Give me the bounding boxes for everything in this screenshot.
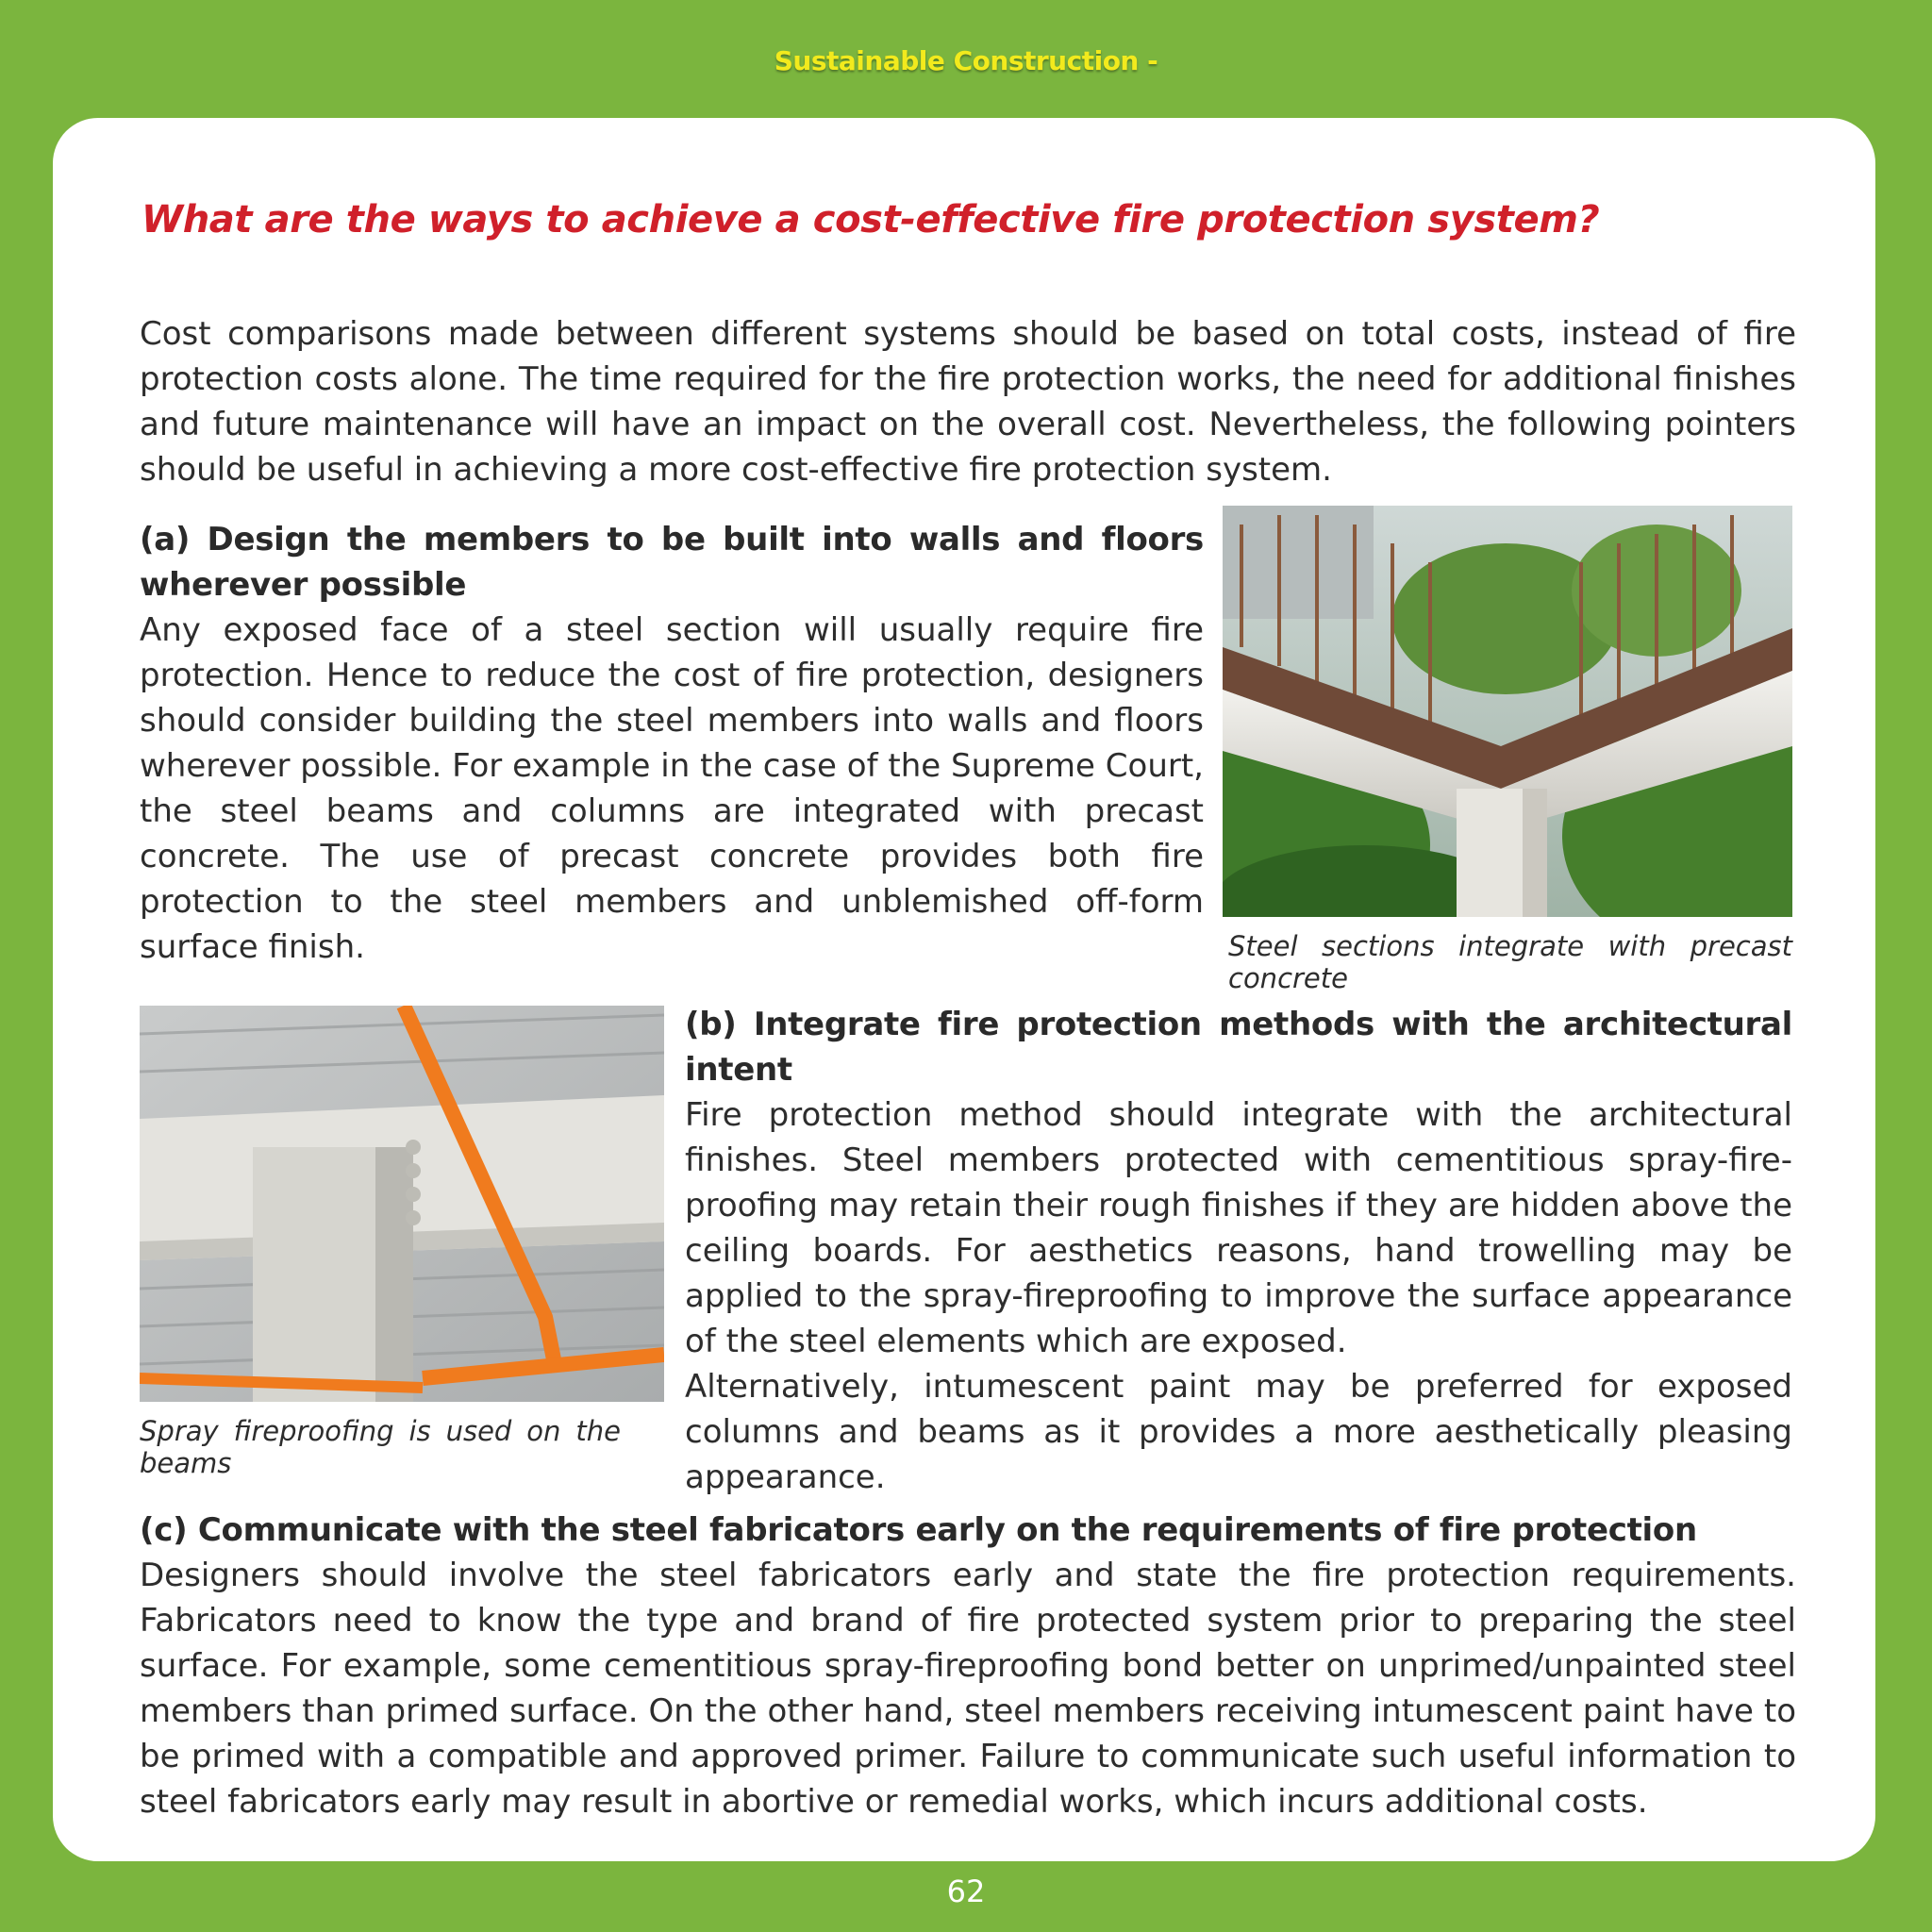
precast-concrete-illustration bbox=[1223, 506, 1792, 917]
section-b-heading: (b) Integrate fire protection methods with the architectural intent bbox=[685, 1006, 1792, 1089]
section-b-body: Fire protection method should integrate with the architectural finishes. Steel members protected with cementitious spray-fire-proofing may retain their rough finishes if they are hidden above the ceiling boards. For aesthetics reasons, hand trowelling may be applied to the spray-fireproofing to improve the surface appearance of the steel elements which are exposed. bbox=[685, 1096, 1792, 1360]
figure-2-caption: Spray fireproofing is used on the beams bbox=[140, 1415, 621, 1479]
section-a bbox=[140, 517, 1204, 970]
section-b-alternative: Alternatively, intumescent paint may be preferred for exposed columns and beams as it provides a more aesthetically pleasing appearance. bbox=[685, 1368, 1792, 1496]
running-header: Sustainable Construction - bbox=[774, 45, 1158, 76]
section-b bbox=[685, 1002, 1792, 1364]
section-c-body: Designers should involve the steel fabricators early and state the fire protection requirements. Fabricators need to know the type and brand of fire protected system prior to preparing the steel surface. For example, some cementitious spray-fireproofing bond better on unprimed/unpainted steel members than primed surface. On the other hand, steel members receiving intumescent paint have to be primed with a compatible and approved primer. Failure to communicate such useful information to steel fabricators early may result in abortive or remedial works, which incurs additional costs. bbox=[140, 1557, 1796, 1821]
intro-paragraph: Cost comparisons made between different systems should be based on total costs, instead of fire protection costs alone. The time required for the fire protection works, the need for additional finishes and future maintenance will have an impact on the overall cost. Nevertheless, the following pointers should be useful in achieving a more cost-effective fire protection system. bbox=[140, 315, 1796, 489]
page-number: 62 bbox=[946, 1874, 986, 1909]
spray-fireproofing-photo bbox=[140, 1006, 664, 1402]
spray-fireproofing-illustration bbox=[140, 1006, 664, 1402]
precast-concrete-photo bbox=[1223, 506, 1792, 917]
section-a-body: Any exposed face of a steel section will usually require fire protection. Hence to reduce the cost of fire protection, designers should consider building the steel members into walls and floors wherever possible. For example in the case of the Supreme Court, the steel beams and columns are integrated with precast concrete. The use of precast concrete provides both fire protection to the steel members and unblemished off-form surface finish. bbox=[140, 611, 1204, 966]
section-c bbox=[140, 1507, 1796, 1824]
section-c-heading: (c) Communicate with the steel fabricators early on the requirements of fire protection bbox=[140, 1511, 1697, 1549]
section-title: What are the ways to achieve a cost-effective fire protection system? bbox=[142, 198, 1600, 242]
figure-1-caption: Steel sections integrate with precast concrete bbox=[1228, 930, 1792, 994]
section-a-heading: (a) Design the members to be built into walls and floors wherever possible bbox=[140, 521, 1204, 604]
